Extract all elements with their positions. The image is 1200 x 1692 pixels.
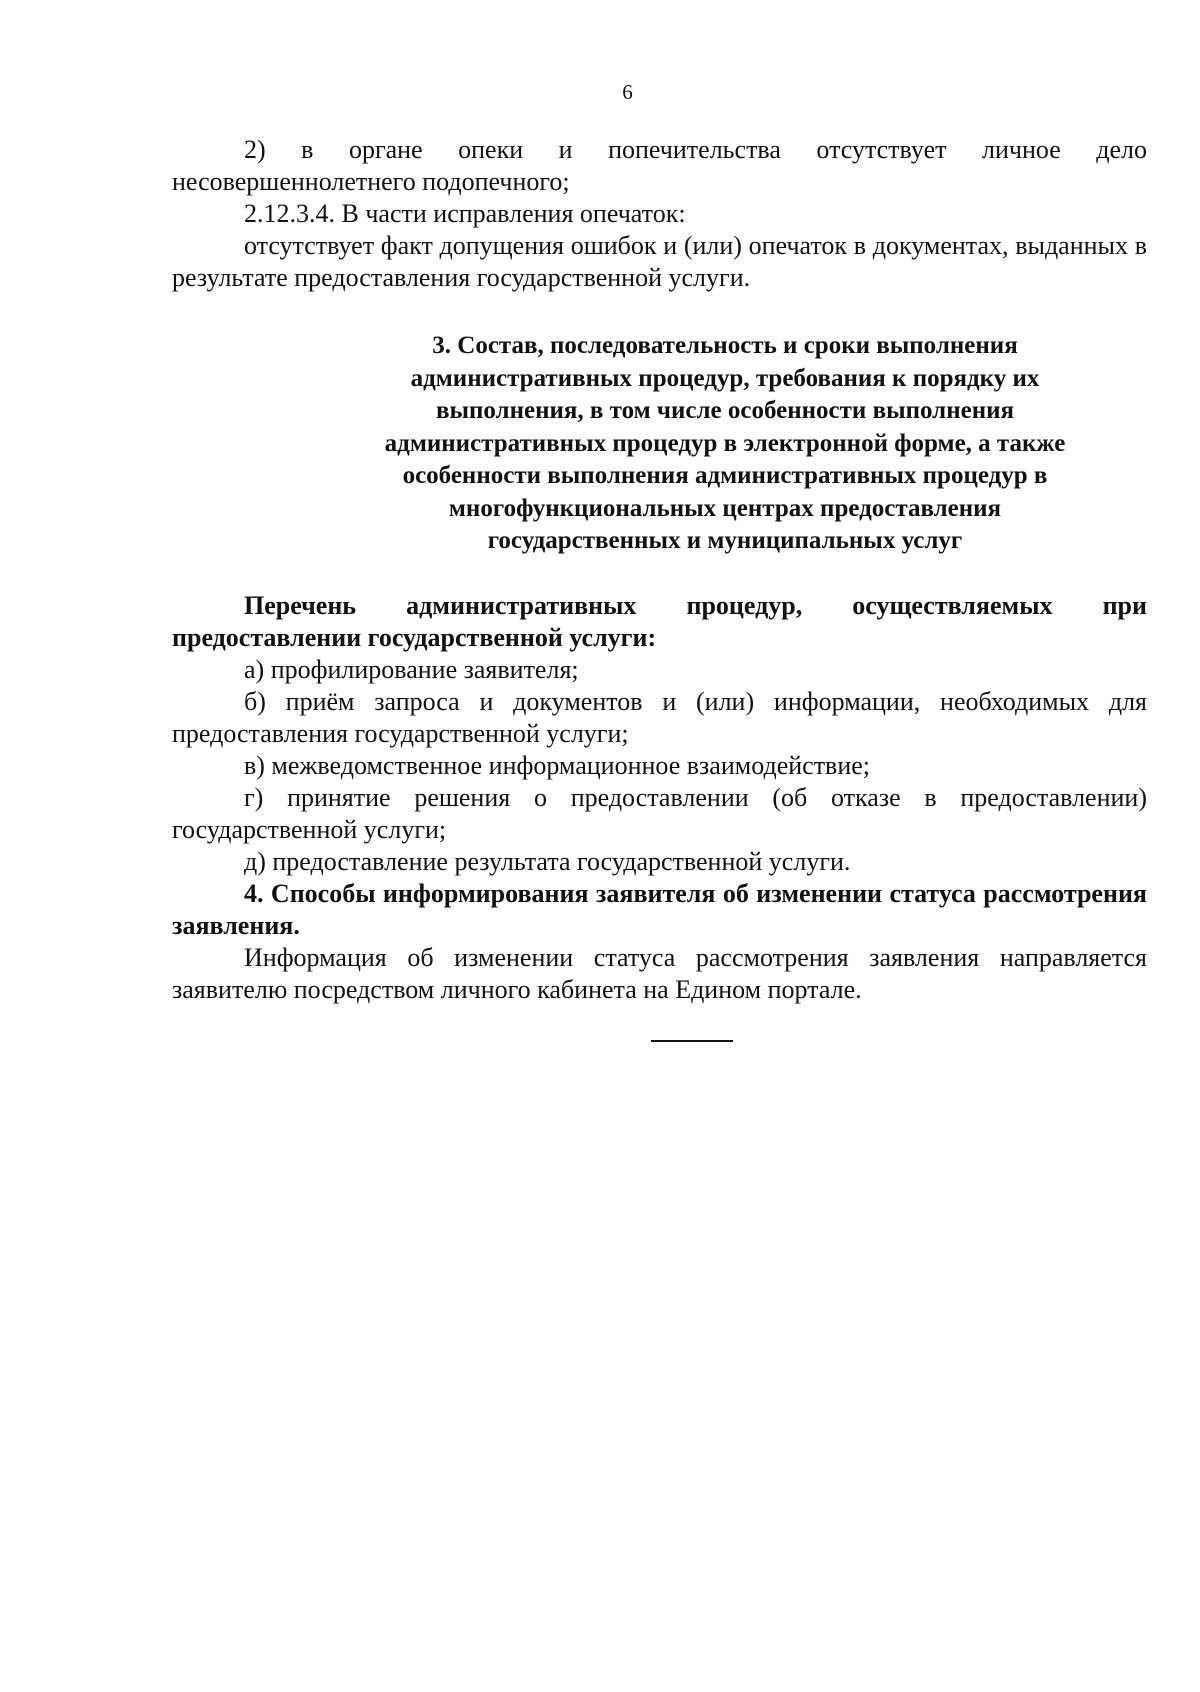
procedures-list-intro: Перечень административных процедур, осуществляемых при предоставлении государственной услуги: <box>172 591 1147 652</box>
page-number: 6 <box>622 80 633 104</box>
text-block-lower <box>172 590 1147 1006</box>
heading-line: многофункциональных центрах предоставления <box>448 494 1002 522</box>
end-of-text-rule <box>651 1040 733 1042</box>
heading-line: государственных и муниципальных услуг <box>487 527 963 554</box>
section-4-text: Информация об изменении статуса рассмотрения заявления направляется заявителю посредством личного кабинета на Едином портале. <box>172 943 1147 1004</box>
paragraph-no-typos: отсутствует факт допущения ошибок и (или) опечаток в документах, выданных в результате предоставления государственной услуги. <box>172 231 1147 292</box>
paragraph-no-personal-file: 2) в органе опеки и попечительства отсутствует личное дело несовершеннолетнего подопечного; <box>172 135 1147 196</box>
heading-line: особенности выполнения административных процедур в <box>402 462 1048 489</box>
list-item: в) межведомственное информационное взаимодействие; <box>244 751 871 780</box>
text-block-upper <box>172 134 1147 294</box>
section-3-heading <box>340 330 1110 558</box>
heading-line: административных процедур, требования к порядку их <box>410 364 1040 392</box>
heading-line: административных процедур в электронной форме, а также <box>384 429 1066 457</box>
paragraph-typo-correction-heading: 2.12.3.4. В части исправления опечаток: <box>244 199 686 228</box>
list-item: г) принятие решения о предоставлении (об отказе в предоставлении) государственной услуги; <box>172 783 1147 844</box>
heading-line: 3. Состав, последовательность и сроки выполнения <box>432 332 1018 359</box>
list-item: а) профилирование заявителя; <box>244 655 579 684</box>
section-4-title: 4. Способы информирования заявителя об изменении статуса рассмотрения заявления. <box>172 879 1147 940</box>
list-item: д) предоставление результата государственной услуги. <box>244 847 851 876</box>
list-item: б) приём запроса и документов и (или) информации, необходимых для предоставления государственной услуги; <box>172 687 1147 748</box>
heading-line: выполнения, в том числе особенности выполнения <box>435 397 1015 424</box>
